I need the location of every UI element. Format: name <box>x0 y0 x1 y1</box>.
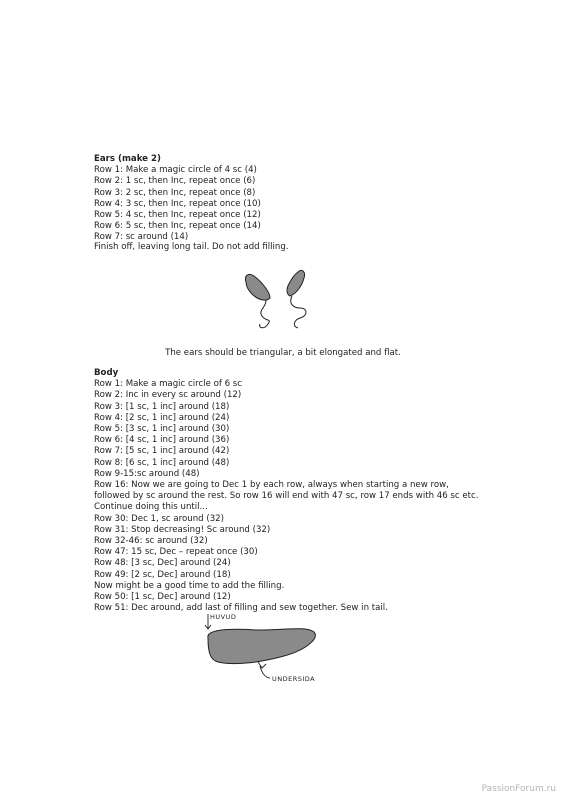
underside-arrow <box>258 662 270 678</box>
right-ear-tail <box>291 296 306 328</box>
ears-row: Row 2: 1 sc, then Inc, repeat once (6) <box>94 176 256 187</box>
body-row: Row 49: [2 sc, Dec] around (18) <box>94 569 231 580</box>
left-ear-tail <box>260 300 270 328</box>
body-row: Row 51: Dec around, add last of filling and sew together. Sew in tail. <box>94 603 388 614</box>
body-row: Row 31: Stop decreasing! Sc around (32) <box>94 524 271 535</box>
left-ear-shape <box>245 274 270 300</box>
body-shape <box>208 629 316 664</box>
ears-caption: The ears should be triangular, a bit elongated and flat. <box>165 348 401 358</box>
ears-section <box>94 154 534 244</box>
ears-illustration <box>236 266 326 338</box>
ears-row: Row 1: Make a magic circle of 4 sc (4) <box>94 165 257 176</box>
body-row: Row 32-46: sc around (32) <box>94 536 208 547</box>
figure-label-underside: UNDERSIDA <box>272 675 316 683</box>
body-row: Row 48: [3 sc, Dec] around (24) <box>94 558 231 569</box>
ears-row: Row 4: 3 sc, then Inc, repeat once (10) <box>94 198 261 209</box>
body-heading: Body <box>94 368 119 378</box>
body-section <box>94 368 534 614</box>
body-row: Row 6: [4 sc, 1 inc] around (36) <box>94 435 230 446</box>
body-row: Row 47: 15 sc, Dec – repeat once (30) <box>94 547 258 558</box>
body-row: Row 5: [3 sc, 1 inc] around (30) <box>94 424 230 435</box>
body-row: Row 8: [6 sc, 1 inc] around (48) <box>94 457 230 468</box>
body-row: Row 50: [1 sc, Dec] around (12) <box>94 592 231 603</box>
body-row: Row 9-15:sc around (48) <box>94 468 200 479</box>
ears-finish-note: Finish off, leaving long tail. Do not add filling. <box>94 242 289 252</box>
body-row: Row 7: [5 sc, 1 inc] around (42) <box>94 446 230 457</box>
watermark: PassionForum.ru <box>481 784 556 794</box>
ears-row: Row 3: 2 sc, then Inc, repeat once (8) <box>94 187 256 198</box>
ears-row: Row 5: 4 sc, then Inc, repeat once (12) <box>94 210 261 221</box>
ears-row: Row 7: sc around (14) <box>94 232 189 243</box>
figure-label-head: HUVUD <box>210 613 237 621</box>
body-row: Row 1: Make a magic circle of 6 sc <box>94 379 243 390</box>
ears-row: Row 6: 5 sc, then Inc, repeat once (14) <box>94 221 261 232</box>
right-ear-shape <box>287 270 305 296</box>
body-row: Row 4: [2 sc, 1 inc] around (24) <box>94 412 230 423</box>
body-illustration <box>196 610 346 690</box>
body-row: Row 30: Dec 1, sc around (32) <box>94 513 224 524</box>
ears-heading: Ears (make 2) <box>94 154 161 164</box>
body-note: Now might be a good time to add the filling. <box>94 580 285 591</box>
body-row: Row 3: [1 sc, 1 inc] around (18) <box>94 401 230 412</box>
body-row-16-instructions: Row 16: Now we are going to Dec 1 by each row, always when starting a new row, followed by sc around the rest. So row 16 will end with 47 sc, row 17 ends with 46 sc etc. Continue doing this until... <box>94 480 479 513</box>
body-row: Row 2: Inc in every sc around (12) <box>94 390 242 401</box>
